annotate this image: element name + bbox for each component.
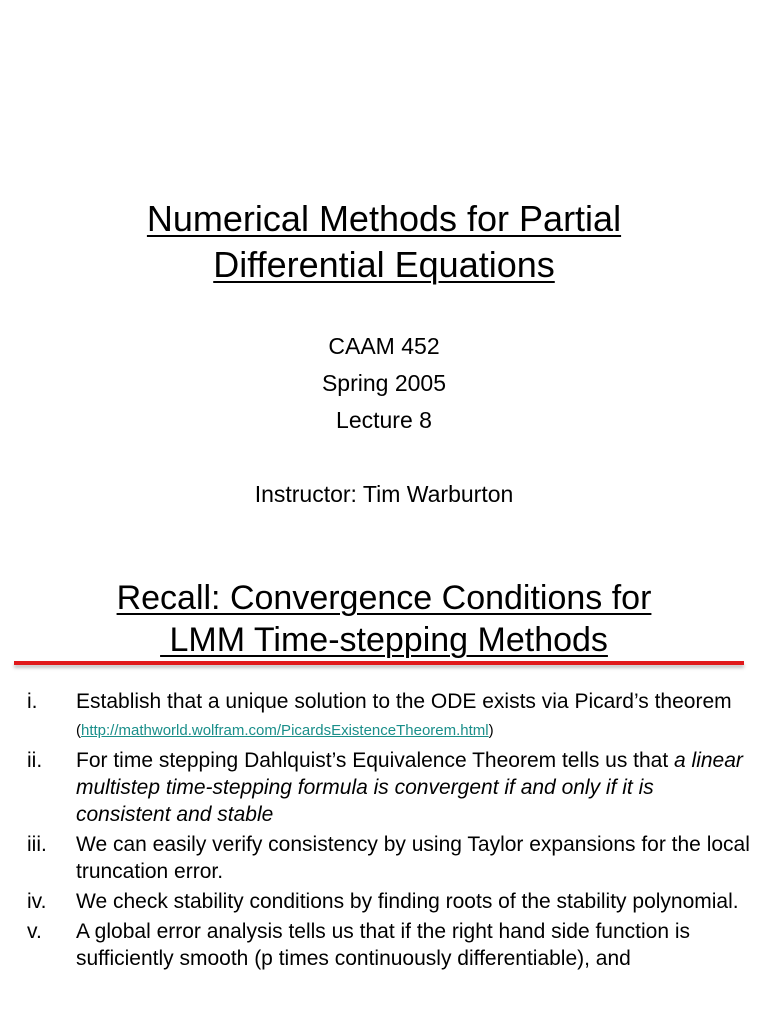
- list-item: [0, 688, 768, 744]
- list-item: [0, 747, 768, 828]
- slide2-title: [0, 577, 768, 661]
- item-number: v.: [27, 920, 42, 943]
- course-code: CAAM 452: [328, 333, 440, 359]
- item-text: We check stability conditions by finding roots of the stability polynomial.: [76, 890, 739, 913]
- item-number: iii.: [27, 833, 47, 856]
- term: Spring 2005: [321, 370, 447, 396]
- picard-theorem-link[interactable]: http://mathworld.wolfram.com/PicardsExistenceTheorem.html: [81, 722, 489, 739]
- item-text: Establish that a unique solution to the ODE exists via Picard’s theorem: [76, 690, 732, 713]
- list-item: [0, 831, 768, 885]
- slide2-title-line1: Recall: Convergence Conditions for: [116, 579, 652, 617]
- item-text: We can easily verify consistency by using Taylor expansions for the local truncation error.: [76, 833, 750, 883]
- item-text: For time stepping Dahlquist’s Equivalence Theorem tells us that: [76, 749, 675, 772]
- convergence-conditions-list: [0, 688, 768, 975]
- item-text: A global error analysis tells us that if the right hand side function is sufficiently smooth (p times continuously differentiable), and: [76, 920, 691, 970]
- item-number: i.: [27, 690, 38, 713]
- slide1-title-line2: Differential Equations: [213, 244, 555, 285]
- paren-open: (: [76, 722, 81, 739]
- slide2-title-line2: LMM Time-stepping Methods: [160, 621, 608, 659]
- item-text-emphasis: a linear multistep time-stepping formula is convergent if and only if it is consistent and stable: [76, 749, 743, 826]
- lecture-number: Lecture 8: [336, 407, 432, 433]
- instructor: Instructor: Tim Warburton: [254, 481, 514, 507]
- paren-close: ): [488, 722, 494, 739]
- title-divider: [14, 661, 744, 665]
- list-item: [0, 918, 768, 972]
- item-number: iv.: [27, 890, 47, 913]
- list-item: [0, 888, 768, 915]
- slide1-title-line1: Numerical Methods for Partial: [146, 198, 622, 239]
- item-number: ii.: [27, 749, 43, 772]
- slide1-title: [0, 196, 768, 288]
